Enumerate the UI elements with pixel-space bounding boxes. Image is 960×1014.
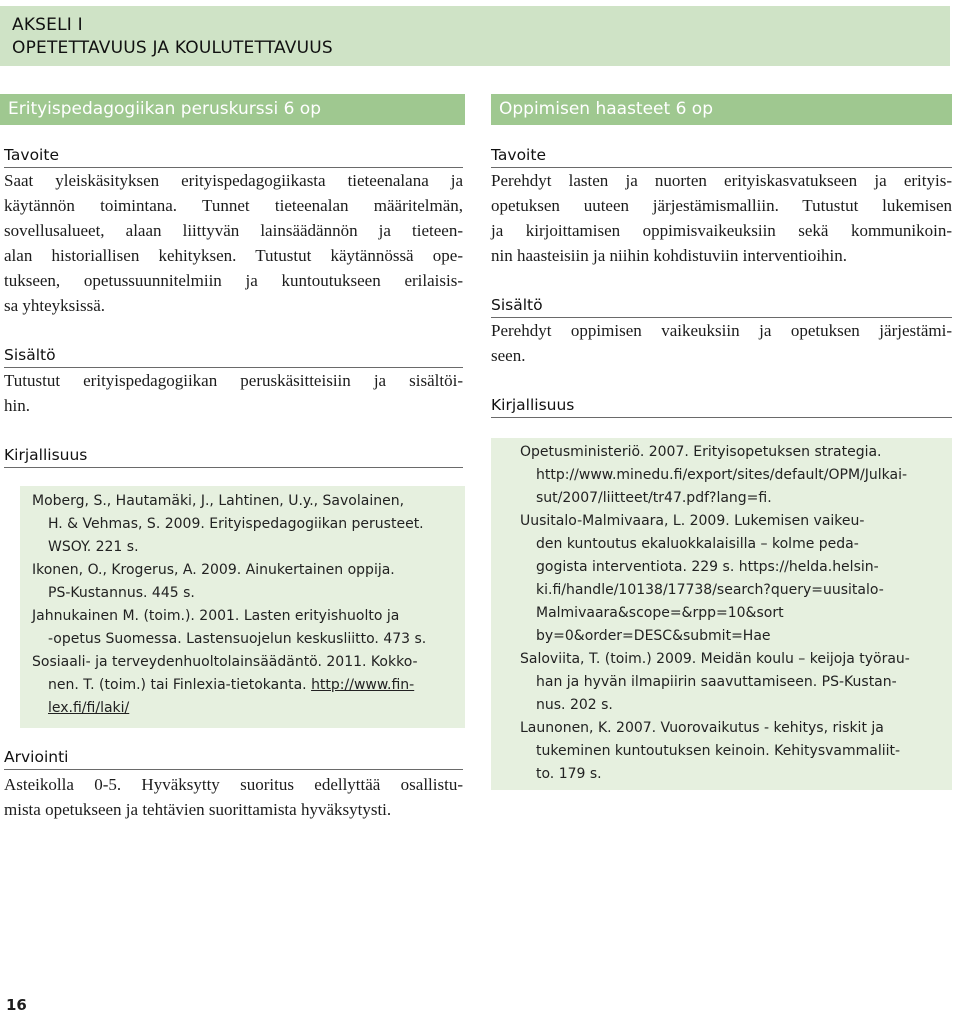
chapter-title: OPETETTAVUUS JA KOULUTETTAVUUS [12,38,333,58]
reference-line: by=0&order=DESC&submit=Hae [536,628,771,644]
text-line: sovellusalueet, alaan liittyvän lainsäädännön ja tieteen- [4,221,463,240]
left-tavoite-heading: Tavoite [4,146,463,168]
text-line: Perehdyt lasten ja nuorten erityiskasvatukseen ja erityis- [491,171,952,190]
reference-line: gogista interventiota. 229 s. https://helda.helsin- [536,559,879,575]
reference-line [32,697,426,720]
left-arviointi-text [4,772,463,822]
right-kirjallisuus-heading: Kirjallisuus [491,396,952,418]
left-course-title: Erityispedagogiikan peruskurssi 6 op [0,94,465,125]
reference-line: WSOY. 221 s. [48,539,139,555]
text-line: Perehdyt oppimisen vaikeuksiin ja opetuksen järjestämi- [491,321,952,340]
text-line: ja kirjoittamisen oppimisvaikeuksiin sekä kommunikoin- [491,221,952,240]
reference-line: http://www.minedu.fi/export/sites/default/OPM/Julkai- [536,467,908,483]
left-kirjallisuus-heading: Kirjallisuus [4,446,463,468]
text-line: nin haasteisiin ja niihin kohdistuviin interventioihin. [491,246,848,265]
reference-line: den kuntoutus ekaluokkalaisilla – kolme peda- [536,536,859,552]
left-tavoite-text [4,168,463,318]
right-sisalto-heading: Sisältö [491,296,952,318]
reference-line: Launonen, K. 2007. Vuorovaikutus - kehitys, riskit ja [520,720,884,736]
text-line: sa yhteyksissä. [4,296,106,315]
text-line: opetuksen uuteen järjestämismalliin. Tutustut lukemisen [491,196,952,215]
reference-line: PS-Kustannus. 445 s. [48,585,195,601]
reference-line: H. & Vehmas, S. 2009. Erityispedagogiikan perusteet. [48,516,424,532]
reference-text: nen. T. (toim.) tai Finlexia-tietokanta. [48,677,312,693]
reference-line: -opetus Suomessa. Lastensuojelun keskusliitto. 473 s. [48,631,427,647]
reference-line: Jahnukainen M. (toim.). 2001. Lasten erityishuolto ja [32,608,400,624]
reference-line: ki.fi/handle/10138/17738/search?query=uusitalo- [536,582,884,598]
reference-line: to. 179 s. [536,766,602,782]
reference-line: Opetusministeriö. 2007. Erityisopetuksen strategia. [520,444,882,460]
reference-line: Ikonen, O., Krogerus, A. 2009. Ainukertainen oppija. [32,562,395,578]
right-tavoite-heading: Tavoite [491,146,952,168]
finlex-link-cont[interactable]: lex.fi/fi/laki/ [48,700,130,716]
text-line: Asteikolla 0-5. Hyväksytty suoritus edellyttää osallistu- [4,775,463,794]
text-line: alan historiallisen kehityksen. Tutustut käytännössä ope- [4,246,463,265]
right-reference-list [520,441,910,786]
reference-line [32,674,426,697]
page-number: 16 [6,996,27,1014]
reference-line: nus. 202 s. [536,697,613,713]
left-sisalto-heading: Sisältö [4,346,463,368]
reference-line: Moberg, S., Hautamäki, J., Lahtinen, U.y., Savolainen, [32,493,405,509]
text-line: Tutustut erityispedagogiikan peruskäsitteisiin ja sisältöi- [4,371,463,390]
chapter-header [0,6,950,66]
left-sisalto-text [4,368,463,418]
reference-line: Malmivaara&scope=&rpp=10&sort [536,605,784,621]
finlex-link[interactable]: http://www.fin- [311,677,415,693]
text-line: Saat yleiskäsityksen erityispedagogiikasta tieteenalana ja [4,171,463,190]
right-tavoite-text [491,168,952,268]
left-reference-list [32,490,426,720]
left-arviointi-heading: Arviointi [4,748,463,770]
right-course-title: Oppimisen haasteet 6 op [491,94,952,125]
reference-line: han ja hyvän ilmapiirin saavuttamiseen. PS-Kustan- [536,674,897,690]
text-line: mista opetukseen ja tehtävien suorittamista hyväksytysti. [4,800,392,819]
reference-line: Uusitalo-Malmivaara, L. 2009. Lukemisen vaikeu- [520,513,865,529]
text-line: tukseen, opetussuunnitelmiin ja kuntoutukseen erilaisis- [4,271,463,290]
reference-line: Sosiaali- ja terveydenhuoltolainsäädäntö. 2011. Kokko- [32,654,418,670]
reference-line: tukeminen kuntoutuksen keinoin. Kehitysvammaliit- [536,743,901,759]
chapter-label: AKSELI I [12,15,83,35]
text-line: käytännön toimintana. Tunnet tieteenalan määritelmän, [4,196,463,215]
reference-line: sut/2007/liitteet/tr47.pdf?lang=fi. [536,490,772,506]
text-line: hin. [4,396,30,415]
right-sisalto-text [491,318,952,368]
text-line: seen. [491,346,526,365]
reference-line: Saloviita, T. (toim.) 2009. Meidän koulu – keijoja työrau- [520,651,910,667]
